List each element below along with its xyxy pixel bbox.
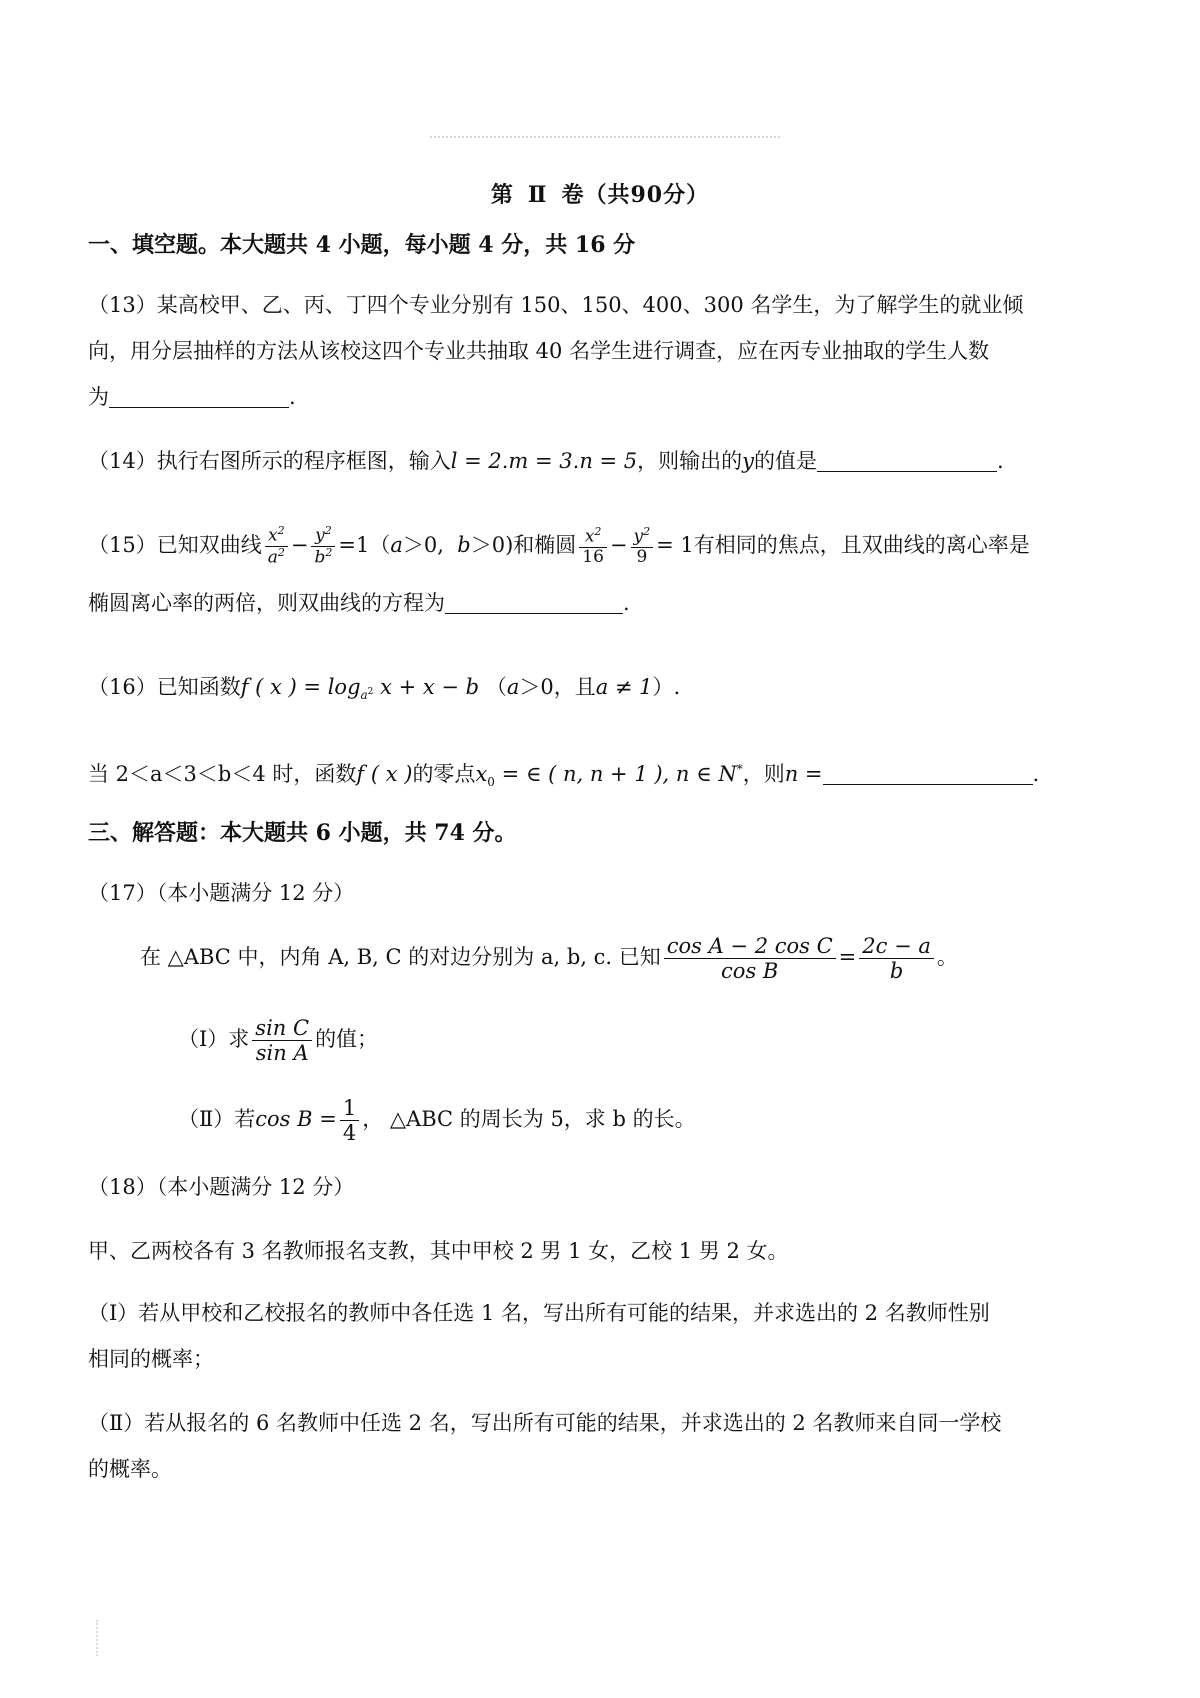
q16-line2 xyxy=(88,746,1118,805)
part-title-juan: 卷（共90分） xyxy=(561,182,710,208)
q15-line2-text: 椭圆离心率的两倍，则双曲线的方程为 xyxy=(88,591,445,616)
q15-hyperbola-y-term: $\frac{y^2}{b^2}$ xyxy=(311,525,335,568)
question-18-part2 xyxy=(88,1400,1118,1492)
question-13 xyxy=(88,282,1118,420)
q15-answer-blank xyxy=(445,585,623,614)
q14-text: （14）执行右图所示的程序框图，输入 xyxy=(88,449,451,473)
section-fill-blank-heading: 一、填空题。本大题共 4 小题，每小题 4 分，共 16 分 xyxy=(88,232,636,258)
q15-eq2: = 1 xyxy=(656,533,694,557)
q13-wei: 为 xyxy=(88,385,109,409)
question-17-part1 xyxy=(178,1016,1200,1065)
q16-cond-a: a xyxy=(506,675,520,699)
q13-line2: 向，用分层抽样的方法从该校这四个专业共抽取 40 名学生进行调查，应在丙专业抽取的学生人数 xyxy=(88,339,990,363)
q15-ellipse-x-term: $\frac{x^2}{16}$ xyxy=(579,526,607,568)
q16-line2-pre: 当 2＜a＜3＜b＜4 时，函数 xyxy=(88,762,357,787)
q16-pre: （16）已知函数 xyxy=(88,675,241,699)
q15-line1: （15）已知双曲线 $\frac{x^2}{a^2}$ − $\frac{y^2}{b^2}$ =1（a＞0, b＞0)和椭圆 $\frac{x^2}{16}$ − $\frac{y^2}{9}$ = 1有相同的焦点，且双曲线的离心率是 xyxy=(88,523,1030,568)
q14-mid: ，则输出的 xyxy=(637,449,743,473)
section-solve-heading: 三、解答题：本大题共 6 小题，共 74 分。 xyxy=(88,820,517,846)
q16-cond: （ xyxy=(485,675,507,699)
q16-close: ）. xyxy=(652,675,681,699)
q14-period: . xyxy=(997,449,1004,473)
q17-p2-pre: （Ⅱ）若 xyxy=(178,1107,256,1132)
question-17-head: （17）（本小题满分 12 分） xyxy=(88,881,355,905)
q16-tail: x + x − b xyxy=(380,675,480,699)
q15-b: b xyxy=(457,533,471,557)
q16-n: n = xyxy=(784,762,823,787)
q17-p2-fraction: $\frac{1}{4}$ xyxy=(340,1096,359,1145)
q13-line3 xyxy=(88,374,1118,420)
q15-pre: （15）已知双曲线 xyxy=(88,533,262,557)
q16-base-exp: 2 xyxy=(367,687,374,698)
q16-interval: = ∈ ( n, n + 1 ), n ∈ N xyxy=(501,762,737,787)
q16-zero: 的零点 xyxy=(412,762,476,787)
q15-hyperbola-x-term: $\frac{x^2}{a^2}$ xyxy=(265,525,288,568)
q17-p1-pre: （Ⅰ）求 xyxy=(178,1027,250,1052)
question-18-head: （18）（本小题满分 12 分） xyxy=(88,1175,355,1199)
q14-post: 的值是 xyxy=(754,449,818,473)
q17-stem-end: 。 xyxy=(936,945,958,970)
question-16 xyxy=(88,664,1118,805)
q18-p2-line2: 的概率。 xyxy=(88,1457,172,1481)
margin-dotted-mark xyxy=(96,1620,98,1656)
q16-base: a xyxy=(360,688,368,703)
q15-post: 有相同的焦点，且双曲线的离心率是 xyxy=(693,533,1030,557)
q13-answer-blank xyxy=(109,379,289,408)
question-17-stem xyxy=(140,934,1170,983)
question-18-stem: 甲、乙两校各有 3 名教师报名支教，其中甲校 2 男 1 女，乙校 1 男 2 女。 xyxy=(88,1239,789,1263)
question-17-part2 xyxy=(178,1096,1200,1145)
part-title-numeral: Ⅱ xyxy=(527,182,548,208)
part-title-di: 第 xyxy=(490,182,514,208)
part-title xyxy=(0,172,1200,218)
q15-eq1: =1（ xyxy=(338,533,391,557)
q16-x0-sub: 0 xyxy=(487,775,495,790)
q18-p1-line2: 相同的概率； xyxy=(88,1347,214,1371)
q16-answer-blank xyxy=(823,756,1033,785)
q16-cond-rest: ＞0，且 xyxy=(519,675,596,699)
q16-neq: a ≠ 1 xyxy=(595,675,653,699)
q17-p1-fraction: $\frac{\text{sin C}}{\text{sin A}}$ xyxy=(252,1016,312,1065)
q14-answer-blank xyxy=(817,443,997,472)
q16-x0: x xyxy=(475,762,488,787)
q16-fx: f ( x ) xyxy=(356,762,413,787)
q16-period: . xyxy=(1032,762,1040,787)
q17-lhs-fraction: $\frac{\text{cos A − 2 cos C}}{\text{cos B}}$ xyxy=(664,934,836,983)
q13-period: . xyxy=(289,385,296,409)
question-14 xyxy=(88,438,1118,484)
q18-p1-line1: （Ⅰ）若从甲校和乙校报名的教师中各任选 1 名，写出所有可能的结果，并求选出的 2 名教师性别 xyxy=(88,1301,990,1325)
question-18-part1 xyxy=(88,1290,1118,1382)
q15-cond2: ＞0)和椭圆 xyxy=(470,533,577,557)
q17-eq: = xyxy=(838,945,857,970)
q16-star: * xyxy=(736,762,743,777)
question-15 xyxy=(88,522,1118,626)
q18-p2-line1: （Ⅱ）若从报名的 6 名教师中任选 2 名，写出所有可能的结果，并求选出的 2 名教师来自同一学校 xyxy=(88,1411,1002,1435)
q17-rhs-fraction: $\frac{2c - a}{b}$ xyxy=(859,934,934,983)
q15-period: . xyxy=(623,591,630,616)
q17-p2-post: ， △ABC 的周长为 5，求 b 的长。 xyxy=(362,1107,696,1132)
q15-a: a xyxy=(390,533,403,557)
header-dotted-rule xyxy=(430,136,780,138)
q16-then: ，则 xyxy=(742,762,785,787)
q15-line2 xyxy=(88,580,1118,626)
q17-p1-post: 的值； xyxy=(315,1027,379,1052)
q14-inputs: l = 2.m = 3.n = 5 xyxy=(450,449,638,473)
q17-stem-pre: 在 △ABC 中，内角 A, B, C 的对边分别为 a, b, c. 已知 xyxy=(140,945,661,970)
q17-p2-cos: cos B = xyxy=(255,1107,337,1132)
q14-y: y xyxy=(742,449,755,473)
q15-cond1: ＞0, xyxy=(402,533,444,557)
q16-func: f ( x ) = log xyxy=(240,675,361,699)
q16-line1 xyxy=(88,664,1118,718)
q13-line1: （13）某高校甲、乙、丙、丁四个专业分别有 150、150、400、300 名学生，为了解学生的就业倾 xyxy=(88,293,1024,317)
q15-ellipse-y-term: $\frac{y^2}{9}$ xyxy=(631,526,654,568)
